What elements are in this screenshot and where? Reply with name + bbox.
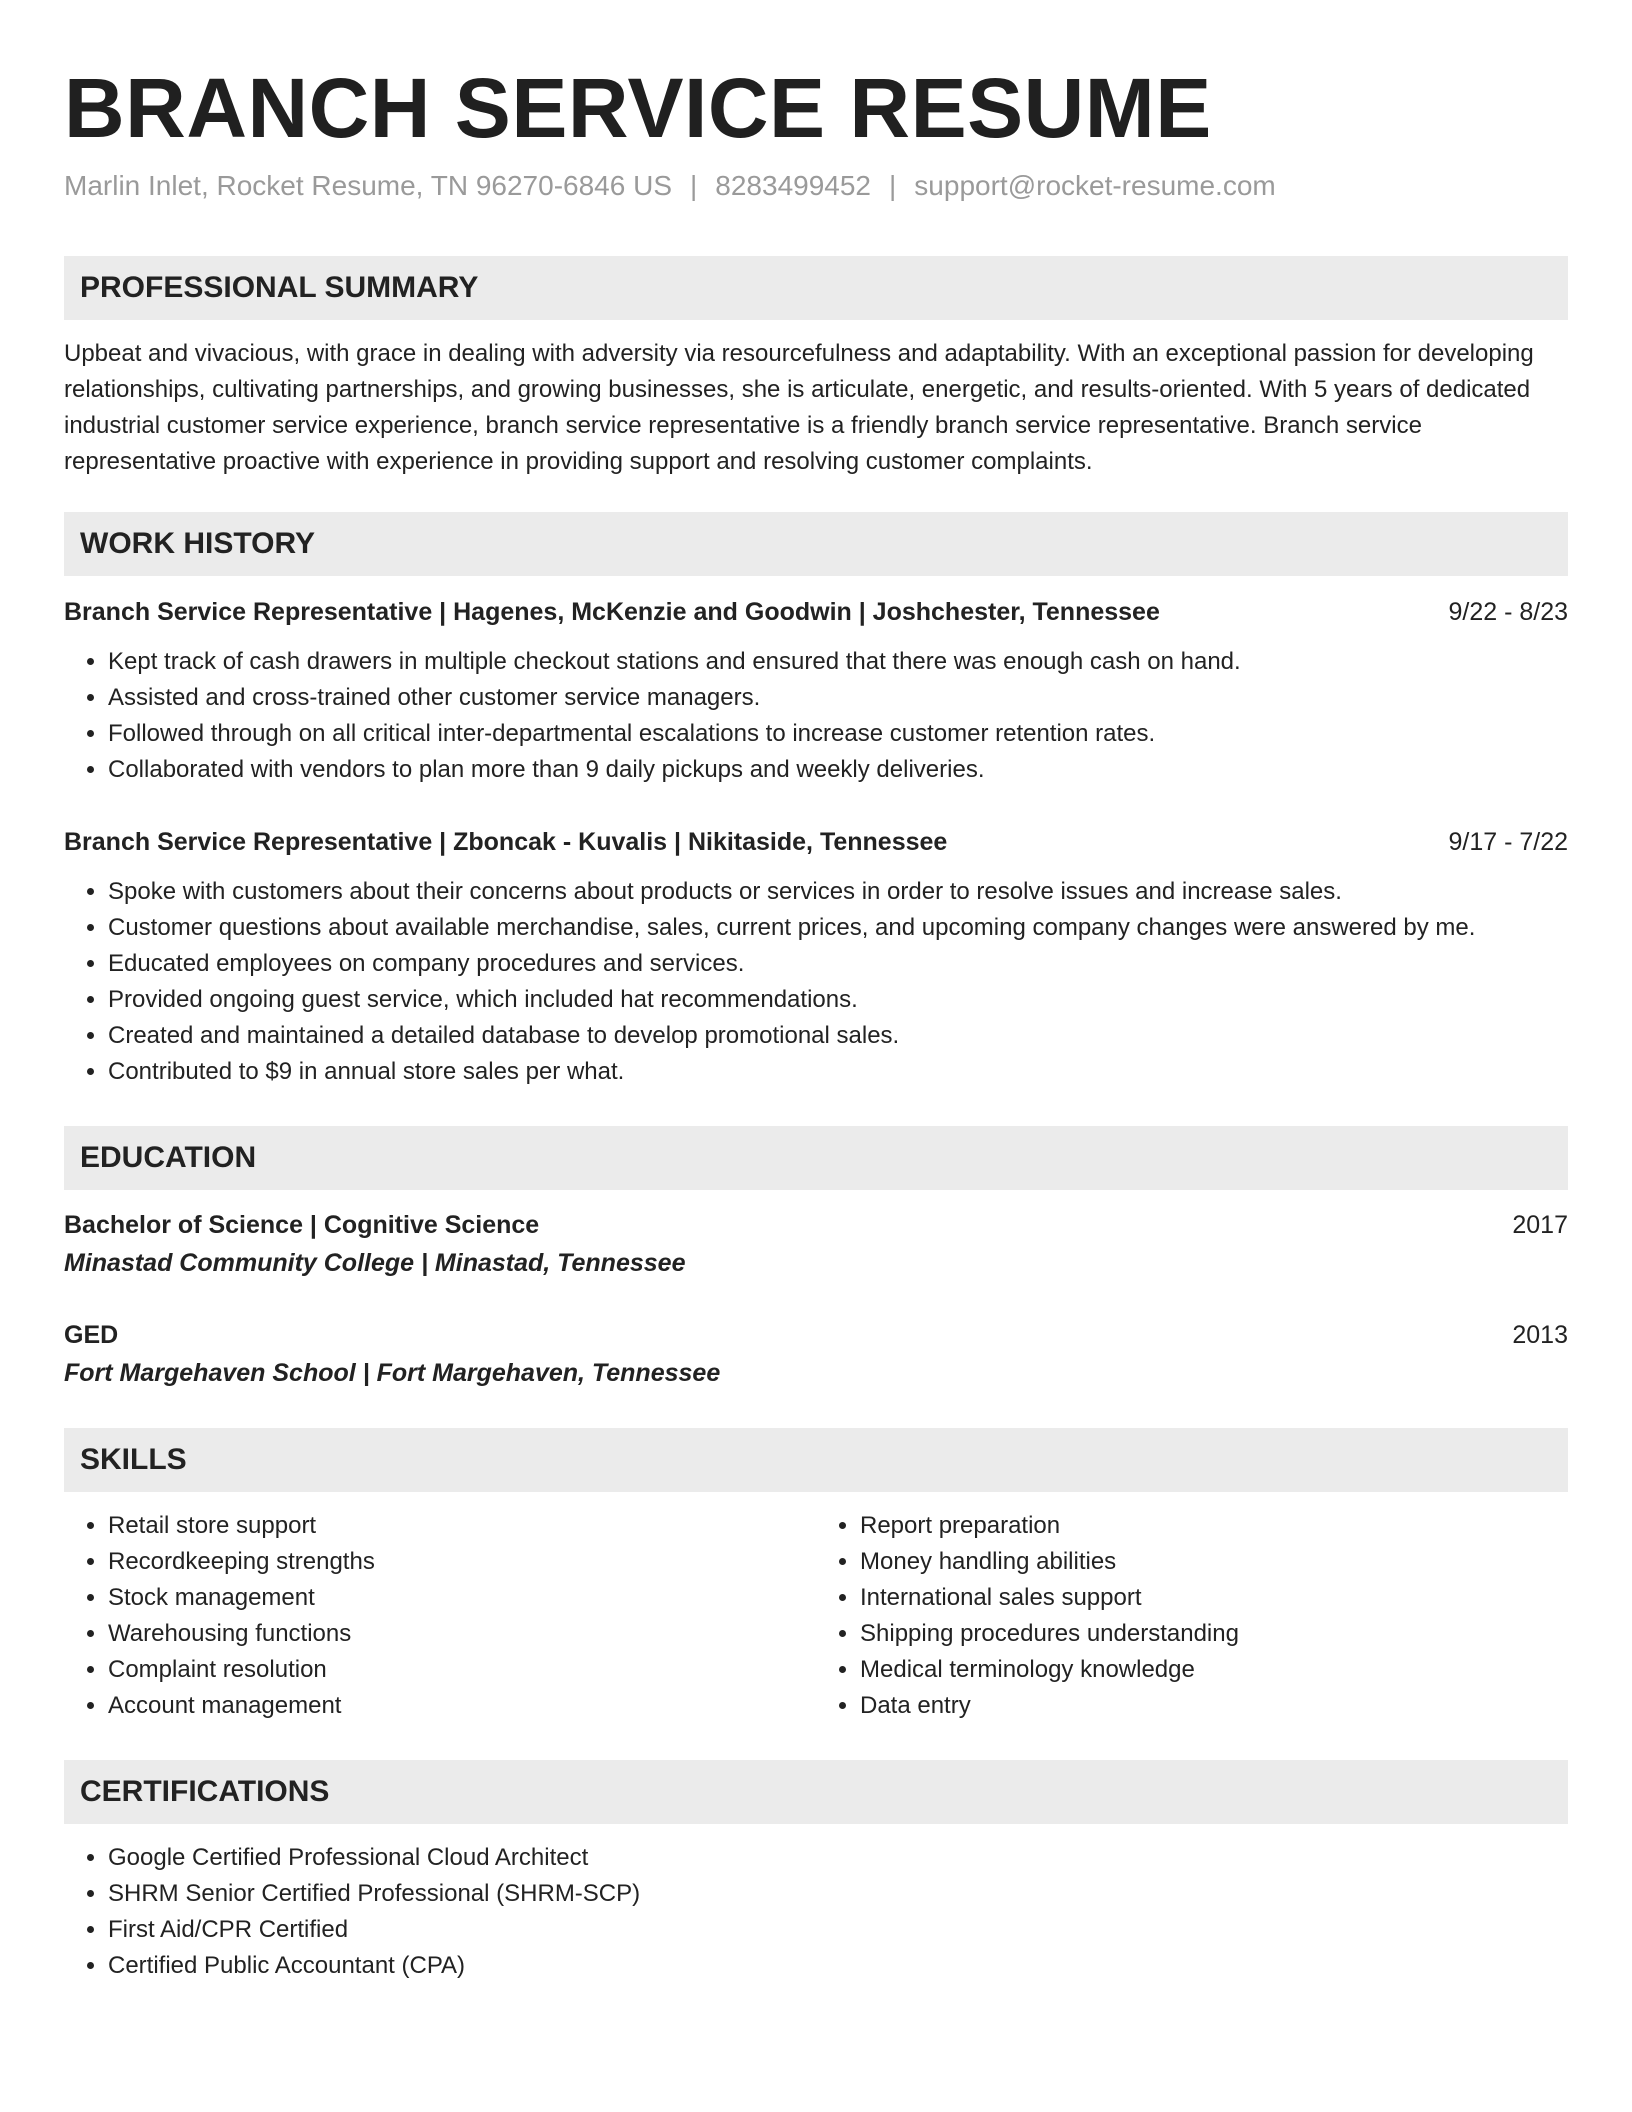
job-header [64, 594, 1568, 630]
job-bullet: • Educated employees on company procedures and services. [108, 946, 1568, 982]
section-header-work-history: WORK HISTORY [64, 512, 1568, 576]
contact-separator: | [889, 170, 897, 201]
certification-item: • Certified Public Accountant (CPA) [108, 1948, 1568, 1984]
job-entry [64, 824, 1568, 1090]
skill-item: • Retail store support [108, 1508, 816, 1544]
skill-item: • Shipping procedures understanding [860, 1616, 1568, 1652]
certification-item: • First Aid/CPR Certified [108, 1912, 1568, 1948]
certifications-block [64, 1840, 1568, 1984]
job-bullets [64, 874, 1568, 1090]
job-entry [64, 594, 1568, 788]
skill-item: • International sales support [860, 1580, 1568, 1616]
contact-phone: 8283499452 [715, 170, 872, 201]
section-header-skills: SKILLS [64, 1428, 1568, 1492]
contact-separator: | [690, 170, 698, 201]
summary-text: Upbeat and vivacious, with grace in dealing with adversity via resourcefulness and adaptability. With an exceptional passion for developing relationships, cultivating partnerships, and growing businesses, she is articulate, energetic, and results-oriented. With 5 years of dedicated industrial customer service experience, branch service representative is a friendly branch service representative. Branch service representative proactive with experience in providing support and resolving customer complaints. [64, 340, 1534, 475]
job-bullet: • Kept track of cash drawers in multiple checkout stations and ensured that there was enough cash on hand. [108, 644, 1568, 680]
certification-item: • SHRM Senior Certified Professional (SHRM-SCP) [108, 1876, 1568, 1912]
job-bullet: • Customer questions about available merchandise, sales, current prices, and upcoming company changes were answered by me. [108, 910, 1568, 946]
job-dates: 9/17 - 7/22 [1448, 828, 1568, 856]
job-bullet: • Created and maintained a detailed database to develop promotional sales. [108, 1018, 1568, 1054]
education-degree: GED [64, 1321, 119, 1349]
contact-email: support@rocket-resume.com [914, 170, 1276, 201]
job-title: Branch Service Representative | Zboncak - Kuvalis | Nikitaside, Tennessee [64, 828, 948, 856]
section-header-education: EDUCATION [64, 1126, 1568, 1190]
job-dates: 9/22 - 8/23 [1448, 598, 1568, 626]
education-header [64, 1206, 1568, 1244]
skill-item: • Money handling abilities [860, 1544, 1568, 1580]
section-header-certifications: CERTIFICATIONS [64, 1760, 1568, 1824]
education-header [64, 1316, 1568, 1354]
skills-columns [64, 1508, 1568, 1724]
education-degree: Bachelor of Science | Cognitive Science [64, 1211, 540, 1239]
skills-list-left [64, 1508, 816, 1724]
skill-item: • Complaint resolution [108, 1652, 816, 1688]
skill-item: • Stock management [108, 1580, 816, 1616]
education-school: Fort Margehaven School | Fort Margehaven, Tennessee [64, 1359, 721, 1387]
skill-item: • Warehousing functions [108, 1616, 816, 1652]
skill-item: • Medical terminology knowledge [860, 1652, 1568, 1688]
education-year: 2017 [1512, 1211, 1568, 1239]
job-bullet: • Provided ongoing guest service, which included hat recommendations. [108, 982, 1568, 1018]
section-header-summary: PROFESSIONAL SUMMARY [64, 256, 1568, 320]
certifications-list [64, 1840, 1568, 1984]
education-school: Minastad Community College | Minastad, Tennessee [64, 1249, 686, 1277]
job-bullet: • Assisted and cross-trained other customer service managers. [108, 680, 1568, 716]
education-entry [64, 1206, 1568, 1282]
job-bullet: • Followed through on all critical inter-departmental escalations to increase customer retention rates. [108, 716, 1568, 752]
skill-item: • Account management [108, 1688, 816, 1724]
job-bullet: • Spoke with customers about their concerns about products or services in order to resolve issues and increase sales. [108, 874, 1568, 910]
skill-item: • Recordkeeping strengths [108, 1544, 816, 1580]
education-year: 2013 [1512, 1321, 1568, 1349]
skill-item: • Report preparation [860, 1508, 1568, 1544]
job-title: Branch Service Representative | Hagenes, McKenzie and Goodwin | Joshchester, Tennessee [64, 598, 1160, 626]
certification-item: • Google Certified Professional Cloud Architect [108, 1840, 1568, 1876]
skills-list-right [816, 1508, 1568, 1724]
resume-title: BRANCH SERVICE RESUME [64, 61, 1212, 155]
contact-line [64, 166, 1568, 206]
education-entry [64, 1316, 1568, 1392]
job-bullet: • Contributed to $9 in annual store sales per what. [108, 1054, 1568, 1090]
job-bullets [64, 644, 1568, 788]
skill-item: • Data entry [860, 1688, 1568, 1724]
job-bullet: • Collaborated with vendors to plan more than 9 daily pickups and weekly deliveries. [108, 752, 1568, 788]
job-header [64, 824, 1568, 860]
contact-address: Marlin Inlet, Rocket Resume, TN 96270-6846 US [64, 170, 672, 201]
